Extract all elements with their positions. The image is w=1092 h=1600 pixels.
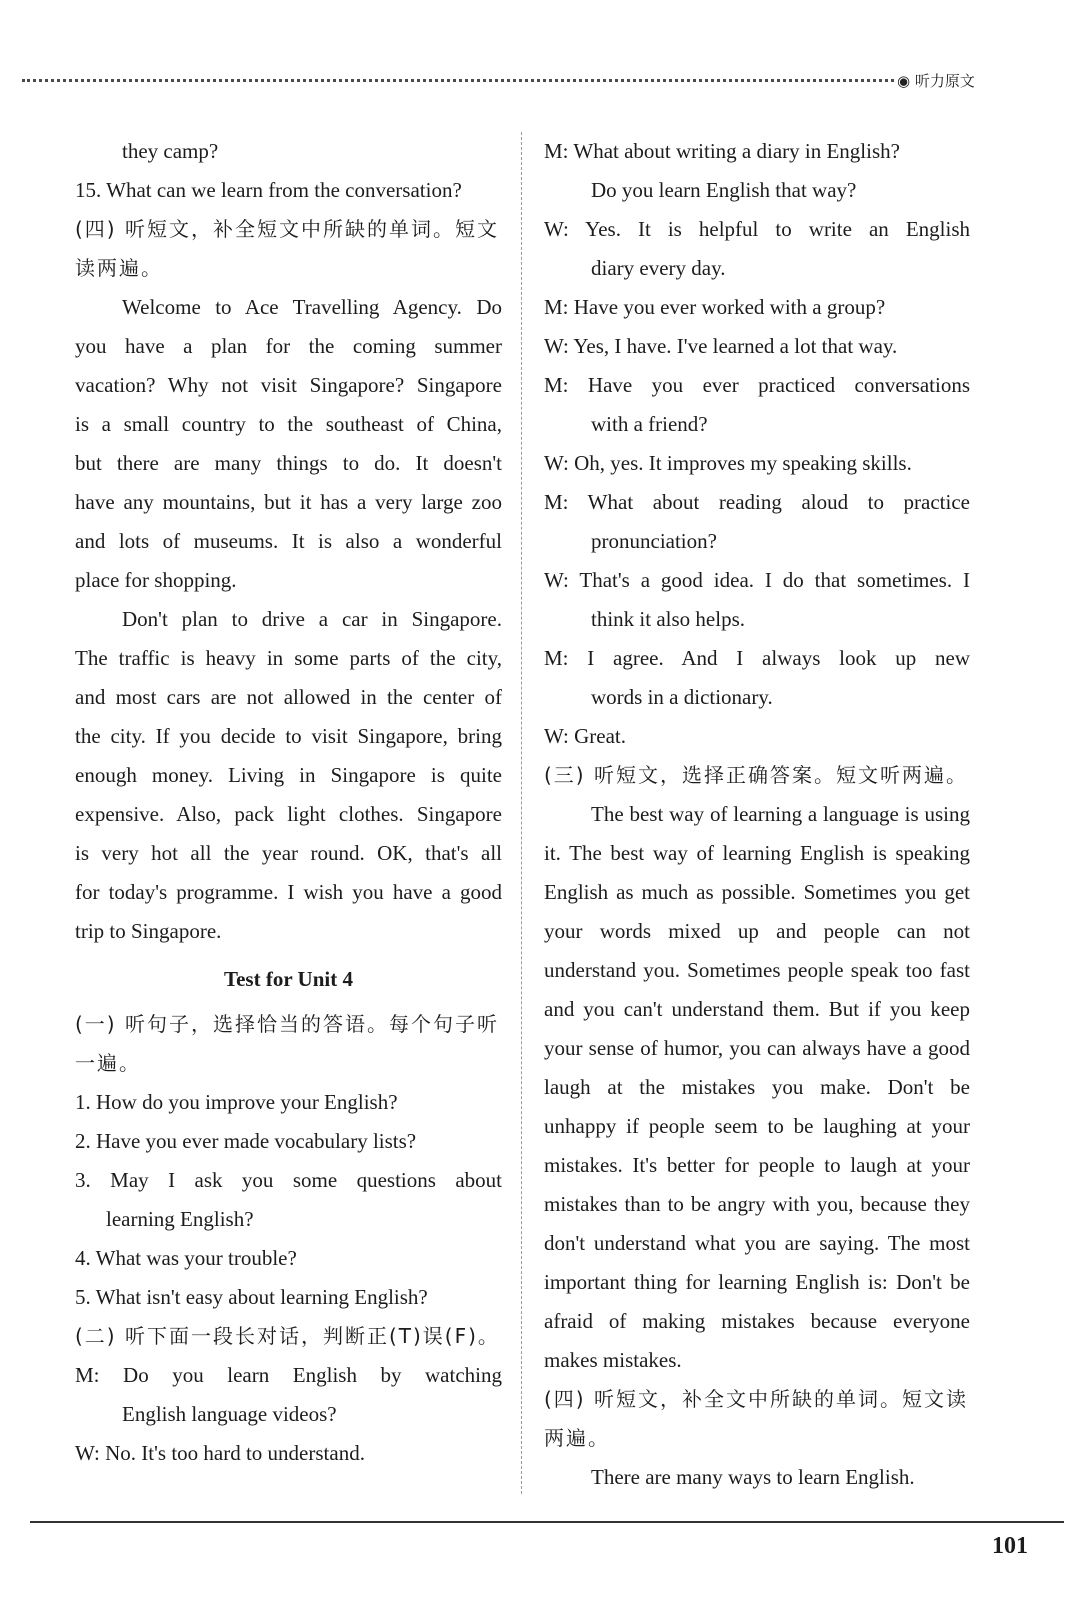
passage-line: expensive. Also, pack light clothes. Singapore xyxy=(75,802,502,826)
passage-line: afraid of making mistakes because everyone xyxy=(544,1309,970,1333)
dialogue-line: M: What about writing a diary in English? xyxy=(544,139,900,163)
passage-line: enough money. Living in Singapore is quite xyxy=(75,763,502,787)
dialogue-line-cont: think it also helps. xyxy=(591,607,745,631)
passage-travel-para-1 xyxy=(75,288,502,600)
dialogue-line: W: Yes, I have. I've learned a lot that way. xyxy=(544,334,898,358)
passage-line: English as much as possible. Sometimes you get xyxy=(544,880,970,904)
passage-line: your sense of humor, you can always have a good xyxy=(544,1036,970,1060)
passage-line: but there are many things to do. It doesn't xyxy=(75,451,502,475)
section-2-instruction: (二) 听下面一段长对话，判断正(T)误(F)。 xyxy=(75,1324,500,1348)
dialogue-line-cont: words in a dictionary. xyxy=(591,685,773,709)
section-4-instruction: (四) 听短文，补全文中所缺的单词。短文读 xyxy=(544,1387,968,1411)
passage-line: mistakes. It's better for people to laugh at your xyxy=(544,1153,970,1177)
passage-line: The best way of learning a language is using xyxy=(591,802,970,826)
passage-line: is very hot all the year round. OK, that's all xyxy=(75,841,502,865)
left-column xyxy=(75,132,502,1473)
question-3-cont: learning English? xyxy=(106,1207,254,1231)
passage-line: mistakes than to be angry with you, because they xyxy=(544,1192,970,1216)
section-1-instruction: (一) 听句子，选择恰当的答语。每个句子听 xyxy=(75,1012,499,1036)
section-4-instruction-cont: 读两遍。 xyxy=(75,256,163,280)
dialogue-line-cont: Do you learn English that way? xyxy=(591,178,857,202)
question-3: 3. May I ask you some questions about xyxy=(75,1168,502,1192)
passage-line: The traffic is heavy in some parts of the city, xyxy=(75,646,502,670)
dialogue-line: M: What about reading aloud to practice xyxy=(544,490,970,514)
question-1: 1. How do you improve your English? xyxy=(75,1090,398,1114)
passage-line: have any mountains, but it has a very large zoo xyxy=(75,490,502,514)
section-3-instruction: (三) 听短文，选择正确答案。短文听两遍。 xyxy=(544,763,968,787)
dialogue-line: W: Great. xyxy=(544,724,627,748)
question-5: 5. What isn't easy about learning English? xyxy=(75,1285,428,1309)
section-label: ◉ 听力原文 xyxy=(897,72,975,90)
dialogue-line: W: That's a good idea. I do that sometimes. I xyxy=(544,568,970,592)
page-number: 101 xyxy=(992,1533,1028,1559)
dialogue-line: M: I agree. And I always look up new xyxy=(544,646,970,670)
dialogue-line: W: Yes. It is helpful to write an English xyxy=(544,217,970,241)
header-dotted-rule xyxy=(22,79,894,82)
passage-line: the city. If you decide to visit Singapore, bring xyxy=(75,724,502,748)
passage-line: and most cars are not allowed in the center of xyxy=(75,685,502,709)
passage-line: you have a plan for the coming summer xyxy=(75,334,502,358)
section-1-instruction-cont: 一遍。 xyxy=(75,1051,141,1075)
passage-line: your words mixed up and people can not xyxy=(544,919,970,943)
passage-line: important thing for learning English is: Don't be xyxy=(544,1270,970,1294)
dialogue-line-cont: English language videos? xyxy=(122,1402,337,1426)
question-2: 2. Have you ever made vocabulary lists? xyxy=(75,1129,417,1153)
passage-line: trip to Singapore. xyxy=(75,919,222,943)
dialogue-line: W: No. It's too hard to understand. xyxy=(75,1441,365,1465)
passage-line: There are many ways to learn English. xyxy=(591,1465,915,1489)
section-4-instruction: (四) 听短文，补全短文中所缺的单词。短文 xyxy=(75,217,499,241)
passage-line: unhappy if people seem to be laughing at your xyxy=(544,1114,970,1138)
passage-line: understand you. Sometimes people speak too fast xyxy=(544,958,970,982)
passage-line: it. The best way of learning English is speaking xyxy=(544,841,970,865)
question-14-continued: they camp? xyxy=(122,139,219,163)
column-divider xyxy=(521,132,522,1494)
dialogue-line-cont: with a friend? xyxy=(591,412,708,436)
passage-line: makes mistakes. xyxy=(544,1348,682,1372)
right-column xyxy=(544,132,970,1497)
passage-line: for today's programme. I wish you have a good xyxy=(75,880,502,904)
passage-line: is a small country to the southeast of China, xyxy=(75,412,502,436)
dialogue-line: M: Have you ever worked with a group? xyxy=(544,295,886,319)
footer-rule xyxy=(30,1521,1064,1523)
dialogue-line-cont: pronunciation? xyxy=(591,529,717,553)
passage-line: Welcome to Ace Travelling Agency. Do xyxy=(122,295,502,319)
passage-line: and you can't understand them. But if you keep xyxy=(544,997,970,1021)
dialogue-line-cont: diary every day. xyxy=(591,256,726,280)
dialogue-line: M: Have you ever practiced conversations xyxy=(544,373,970,397)
passage-line: place for shopping. xyxy=(75,568,237,592)
dialogue-line: M: Do you learn English by watching xyxy=(75,1363,502,1387)
unit-heading: Test for Unit 4 xyxy=(224,967,353,991)
dialogue-line: W: Oh, yes. It improves my speaking skills. xyxy=(544,451,912,475)
passage-line: don't understand what you are saying. The most xyxy=(544,1231,970,1255)
question-4: 4. What was your trouble? xyxy=(75,1246,297,1270)
passage-line: and lots of museums. It is also a wonderful xyxy=(75,529,502,553)
passage-line: Don't plan to drive a car in Singapore. xyxy=(122,607,502,631)
passage-travel-para-2 xyxy=(75,600,502,951)
question-15: 15. What can we learn from the conversation? xyxy=(75,178,462,202)
section-4-instruction-cont: 两遍。 xyxy=(544,1426,610,1450)
passage-line: laugh at the mistakes you make. Don't be xyxy=(544,1075,970,1099)
passage-line: vacation? Why not visit Singapore? Singapore xyxy=(75,373,502,397)
passage-learning-english xyxy=(544,795,970,1380)
